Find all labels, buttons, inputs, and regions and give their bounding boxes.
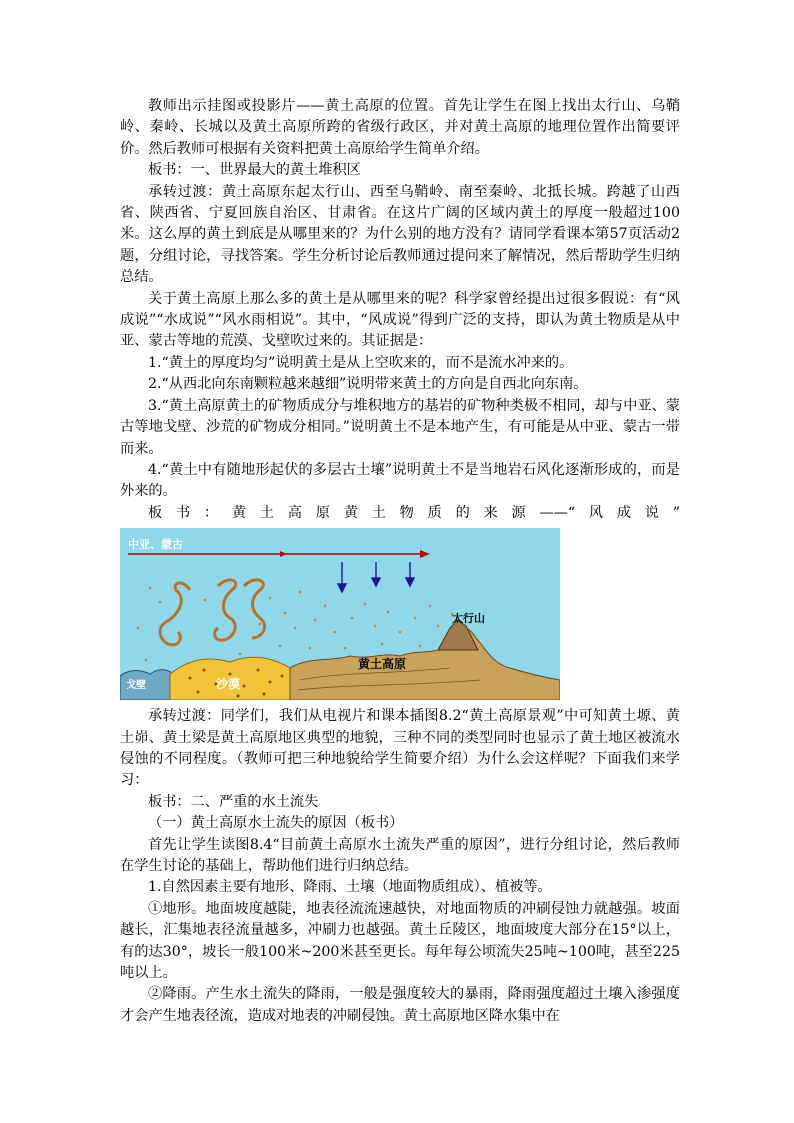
evidence-item-3: 3.“黄土高原黄土的矿物质成分与堆积地方的基岩的矿物种类极不相同，却与中亚、蒙古等地戈壁、沙荒的矿物成分相同。”说明黄土不是本地产生，有可能是从中亚、蒙古一带而来。 (120, 397, 680, 457)
label-plateau: 黄土高原 (358, 657, 407, 672)
evidence-item-4: 4.“黄土中有随地形起伏的多层古土壤”说明黄土不是当地岩石风化逐渐形成的，而是外来的。 (120, 461, 680, 500)
board-heading-wind: 板书：黄土高原黄土物质的来源——“风成说” (148, 504, 680, 521)
factor-rainfall: ②降雨。产生水土流失的降雨，一般是强度较大的暴雨，降雨强度超过土壤入渗强度才会产生地表径流，造成对地表的冲刷侵蚀。黄土高原地区降水集中在 (120, 986, 680, 1024)
factor-terrain: ①地形。地面坡度越陡，地表径流流速越快，对地面物质的冲刷侵蚀力就越强。坡面越长，汇集地表径流量越多，冲刷力也越强。黄土丘陵区，地面坡度大部分在15°以上，有的达30°，坡长一般100米~200米甚至更长。每年每公顷流失25吨~100吨，甚至225吨以上。 (120, 900, 680, 981)
paragraph-transition-1: 承转过渡：黄土高原东起太行山、西至乌鞘岭、南至秦岭、北抵长城。跨越了山西省、陕西省、宁夏回族自治区、甘肃省。在这片广阔的区域内黄土的厚度一般超过100米。这么厚的黄土到底是从哪里来的？为什么别的地方没有？请同学看课本第57页活动2题，分组讨论，寻找答案。学生分析讨论后教师通过提问来了解情况，然后帮助学生归纳总结。 (120, 183, 680, 286)
wind-origin-illustration (120, 528, 560, 700)
label-mountain: 太行山 (452, 612, 485, 626)
evidence-item-2: 2.“从西北向东南颗粒越来越细”说明带来黄土的方向是自西北向东南。 (148, 376, 588, 393)
label-gobi: 戈壁 (126, 680, 146, 692)
paragraph-intro: 教师出示挂图或投影片——黄土高原的位置。首先让学生在图上找出太行山、乌鞘岭、秦岭、长城以及黄土高原所跨的省级行政区，并对黄土高原的地理位置作出简要评价。然后教师可根据有关资料把黄土高原给学生简单介绍。 (120, 98, 680, 157)
section-heading-causes: （一）黄土高原水土流失的原因（板书） (148, 815, 404, 832)
document-page (120, 96, 680, 1027)
paragraph-discussion: 首先让学生读图8.4“目前黄土高原水土流失严重的原因”，进行分组讨论，然后教师在学生讨论的基础上，帮助他们进行归纳总结。 (120, 836, 680, 874)
board-note-1: 板书：一、世界最大的黄土堆积区 (148, 162, 361, 179)
paragraph-hypotheses: 关于黄土高原上那么多的黄土是从哪里来的呢？科学家曾经提出过很多假说：有“风成说”“水成说”“风水雨相说”。其中，“风成说”得到广泛的支持，即认为黄土物质是从中亚、蒙古等地的荒漠、戈壁吹过来的。其证据是： (120, 290, 680, 350)
natural-factors-item: 1.自然因素主要有地形、降雨、土壤（地面物质组成）、植被等。 (148, 879, 552, 896)
paragraph-transition-2: 承转过渡：同学们，我们从电视片和课本插图8.2“黄土高原景观”中可知黄土塬、黄土峁、黄土梁是黄土高原地区典型的地貌，三种不同的类型同时也显示了黄土地区被流水侵蚀的不同程度。（教师可把三种地貌给学生简要介绍）为什么会这样呢？下面我们来学习： (120, 708, 680, 789)
evidence-item-1: 1.“黄土的厚度均匀”说明黄土是从上空吹来的，而不是流水冲来的。 (148, 354, 574, 371)
label-desert: 沙漠 (216, 677, 241, 692)
label-source: 中亚、蒙古 (128, 538, 183, 552)
board-note-2: 板书：二、严重的水土流失 (148, 793, 319, 810)
